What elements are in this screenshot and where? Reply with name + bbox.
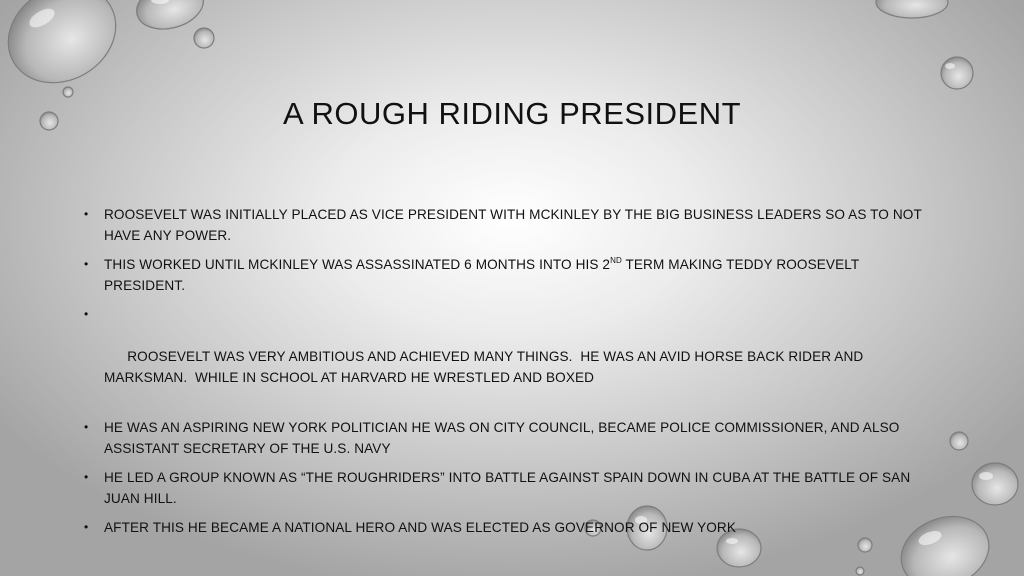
bullet-dot-icon: • [84, 520, 89, 534]
bullet-text: AFTER THIS HE BECAME A NATIONAL HERO AND WAS ELECTED AS GOVERNOR OF NEW YORK [104, 520, 737, 535]
bullet-text: ROOSEVELT WAS INITIALLY PLACED AS VICE PRESIDENT WITH MCKINLEY BY THE BIG BUSINESS LEADERS SO AS TO NOT HAVE ANY POWER. [104, 207, 922, 243]
bullet-item [84, 304, 944, 409]
bullet-text-continued: TERM MAKING TEDDY ROOSEVELT PRESIDENT. [104, 257, 860, 293]
bullet-item [84, 204, 944, 246]
bullet-dot-icon: • [84, 307, 89, 321]
bullet-dot-icon: • [84, 470, 89, 484]
bullet-item [84, 417, 944, 459]
bullet-text: THIS WORKED UNTIL MCKINLEY WAS ASSASSINATED 6 MONTHS INTO HIS 2 [104, 257, 611, 272]
bullet-text: HE WAS AN ASPIRING NEW YORK POLITICIAN HE WAS ON CITY COUNCIL, BECAME POLICE COMMISSIONER, AND ALSO ASSISTANT SECRETARY OF THE U.S. NAVY [104, 420, 900, 456]
bullet-dot-icon: • [84, 257, 89, 271]
ordinal-superscript: ND [610, 256, 622, 265]
bullet-dot-icon: • [84, 207, 89, 221]
slide-title: A ROUGH RIDING PRESIDENT [282, 96, 742, 131]
bullet-list [84, 204, 944, 546]
bullet-text: HE LED A GROUP KNOWN AS “THE ROUGHRIDERS” INTO BATTLE AGAINST SPAIN DOWN IN CUBA AT THE BATTLE OF SAN JUAN HILL. [104, 470, 911, 506]
bullet-item [84, 517, 944, 538]
bullet-dot-icon: • [84, 420, 89, 434]
bullet-text: ROOSEVELT WAS VERY AMBITIOUS AND ACHIEVED MANY THINGS. HE WAS AN AVID HORSE BACK RIDER AND MARKSMAN. WHILE IN SCHOOL AT HARVARD HE WRESTLED AND BOXED [104, 349, 868, 385]
bullet-item [84, 467, 944, 509]
bullet-item [84, 254, 944, 296]
